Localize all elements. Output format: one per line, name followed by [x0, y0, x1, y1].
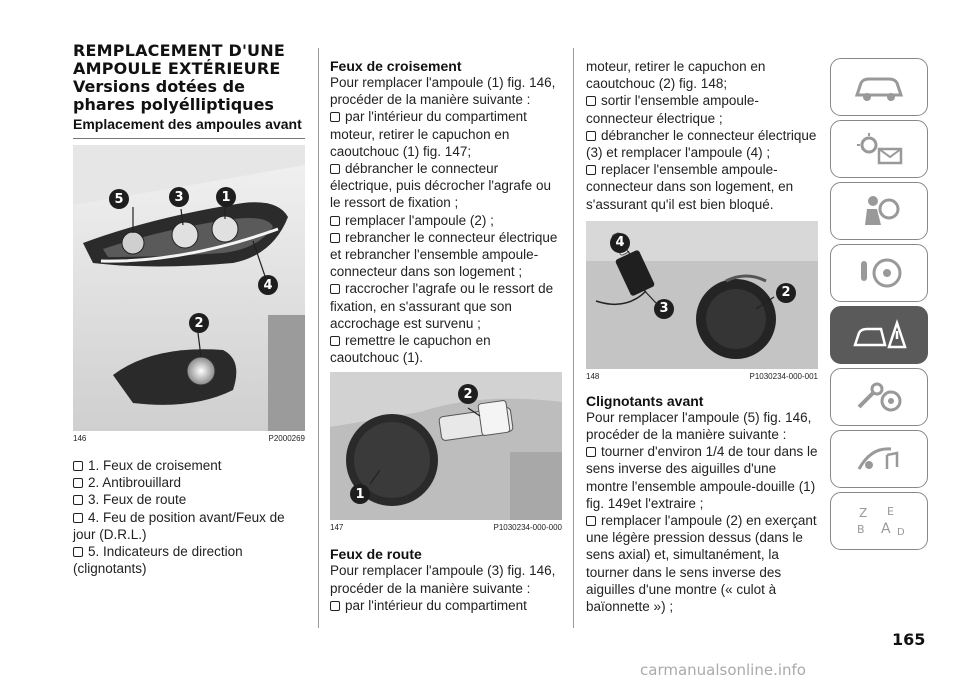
- checkbox-icon: [330, 164, 340, 174]
- column-1: [73, 42, 305, 577]
- car-icon: [851, 69, 907, 105]
- svg-text:Z: Z: [859, 506, 868, 520]
- step-item: par l'intérieur du compartiment moteur, retirer le capuchon en caoutchouc (1) fig. 147;: [330, 109, 527, 159]
- checkbox-icon: [586, 447, 596, 457]
- svg-text:D: D: [897, 527, 905, 538]
- checkbox-icon: [73, 495, 83, 505]
- continued-text: moteur, retirer le capuchon en caoutchouc (2) fig. 148;: [586, 59, 766, 92]
- index-icon: [851, 503, 907, 539]
- chapter-tabs: [830, 58, 930, 554]
- figure-146: [73, 145, 305, 431]
- tab-steering[interactable]: [830, 244, 928, 302]
- callout-3: 3: [169, 187, 189, 207]
- figure-146-caption: [73, 434, 305, 443]
- sub-heading-line1: Versions dotées de: [73, 77, 245, 96]
- checkbox-icon: [73, 513, 83, 523]
- divider: [73, 138, 305, 139]
- step-item: tourner d'environ 1/4 de tour dans le sens inverse des aiguilles d'une montre l'ensemble ampoule-douille (1) fig. 149et l'extraire ;: [586, 444, 818, 511]
- svg-text:E: E: [887, 505, 894, 518]
- callout-5: 5: [109, 189, 129, 209]
- section-title-high-beam: Feux de route: [330, 546, 422, 563]
- callout-2: 2: [458, 384, 478, 404]
- tab-airbag[interactable]: [830, 182, 928, 240]
- section-title-low-beam: Feux de croisement: [330, 58, 462, 74]
- callout-4: 4: [610, 233, 630, 253]
- figure-147: [330, 372, 562, 520]
- media-icon: [851, 441, 907, 477]
- tab-warning-lights[interactable]: [830, 120, 928, 178]
- checkbox-icon: [586, 96, 596, 106]
- figure-148-code: P1030234-000-001: [749, 371, 818, 381]
- sub-heading-line2: phares polyélliptiques: [73, 95, 274, 114]
- main-heading-line2: AMPOULE EXTÉRIEURE: [73, 59, 281, 78]
- column-2: [330, 58, 562, 614]
- steering-icon: [851, 255, 907, 291]
- legend-item: 5. Indicateurs de direction (clignotants): [73, 544, 243, 577]
- small-heading: Emplacement des ampoules avant: [73, 116, 302, 132]
- step-item: rebrancher le connecteur électrique et rebrancher l'ensemble ampoule-connecteur dans son logement ;: [330, 229, 558, 280]
- intro-text-2: Pour remplacer l'ampoule (3) fig. 146, procéder de la manière suivante :: [330, 563, 556, 596]
- checkbox-icon: [330, 284, 340, 294]
- callout-2: 2: [776, 283, 796, 303]
- callout-1: 1: [350, 484, 370, 504]
- tab-media[interactable]: [830, 430, 928, 488]
- step-item: débrancher le connecteur électrique (3) et remplacer l'ampoule (4) ;: [586, 127, 817, 161]
- step-item: raccrocher l'agrafe ou le ressort de fixation, en s'assurant que son accrochage est survenu ;: [330, 281, 554, 331]
- step-item: remettre le capuchon en caoutchouc (1).: [330, 333, 491, 366]
- step-item: débrancher le connecteur électrique, puis décrocher l'agrafe ou le ressort de fixation ;: [330, 161, 551, 211]
- warning-lights-icon: [851, 131, 907, 167]
- tab-car[interactable]: [830, 58, 928, 116]
- callout-3: 3: [654, 299, 674, 319]
- legend-item: 1. Feux de croisement: [73, 457, 305, 474]
- checkbox-icon: [73, 547, 83, 557]
- section-title-turn-signals: Clignotants avant: [586, 392, 704, 409]
- checkbox-icon: [330, 601, 340, 611]
- checkbox-icon: [586, 165, 596, 175]
- intro-text: Pour remplacer l'ampoule (5) fig. 146, procéder de la manière suivante :: [586, 409, 812, 443]
- checkbox-icon: [330, 233, 340, 243]
- emergency-icon: [851, 317, 907, 353]
- callout-4: 4: [258, 275, 278, 295]
- callout-2: 2: [189, 313, 209, 333]
- figure-146-code: P2000269: [268, 434, 305, 443]
- legend-item: 3. Feux de route: [73, 491, 305, 508]
- figure-147-number: 147: [330, 523, 344, 533]
- main-heading-line1: REMPLACEMENT D'UNE: [73, 41, 285, 60]
- figure-147-caption: [330, 523, 562, 532]
- step-item: sortir l'ensemble ampoule-connecteur électrique ;: [586, 93, 759, 126]
- page-number: 165: [892, 630, 926, 649]
- tools-icon: [851, 379, 907, 415]
- figure-146-number: 146: [73, 434, 87, 443]
- checkbox-icon: [330, 216, 340, 226]
- checkbox-icon: [73, 461, 83, 471]
- svg-text:A: A: [881, 521, 891, 537]
- watermark: carmanualsonline.info: [640, 661, 806, 679]
- callout-1: 1: [216, 187, 236, 207]
- figure-148: [586, 221, 818, 369]
- svg-text:B: B: [857, 523, 865, 536]
- tab-index[interactable]: [830, 492, 928, 550]
- column-divider: [573, 48, 574, 628]
- checkbox-icon: [73, 478, 83, 488]
- step-item: par l'intérieur du compartiment: [330, 597, 562, 614]
- column-divider: [318, 48, 319, 628]
- checkbox-icon: [330, 336, 340, 346]
- figure-148-caption: [586, 372, 818, 381]
- step-item: remplacer l'ampoule (2) en exerçant une légère pression dessus (dans le sens axial) et, simultanément, la tourner dans le sens inverse des aiguilles d'une montre (« culot à baïonnette ») ;: [586, 513, 817, 615]
- tab-tools[interactable]: [830, 368, 928, 426]
- intro-text: Pour remplacer l'ampoule (1) fig. 146, procéder de la manière suivante :: [330, 75, 556, 108]
- step-item: replacer l'ensemble ampoule-connecteur dans son logement, en s'assurant qu'il est bien bloqué.: [586, 162, 794, 212]
- airbag-icon: [851, 193, 907, 229]
- figure-147-code: P1030234-000-000: [493, 523, 562, 533]
- column-3: [586, 58, 818, 615]
- legend-item: 2. Antibrouillard: [73, 474, 305, 491]
- tab-emergency[interactable]: [830, 306, 928, 364]
- legend-list: [73, 457, 305, 577]
- legend-item: 4. Feu de position avant/Feux de jour (D.R.L.): [73, 509, 285, 542]
- checkbox-icon: [586, 516, 596, 526]
- step-item: remplacer l'ampoule (2) ;: [330, 212, 562, 229]
- checkbox-icon: [330, 112, 340, 122]
- figure-148-number: 148: [586, 371, 600, 381]
- checkbox-icon: [586, 131, 596, 141]
